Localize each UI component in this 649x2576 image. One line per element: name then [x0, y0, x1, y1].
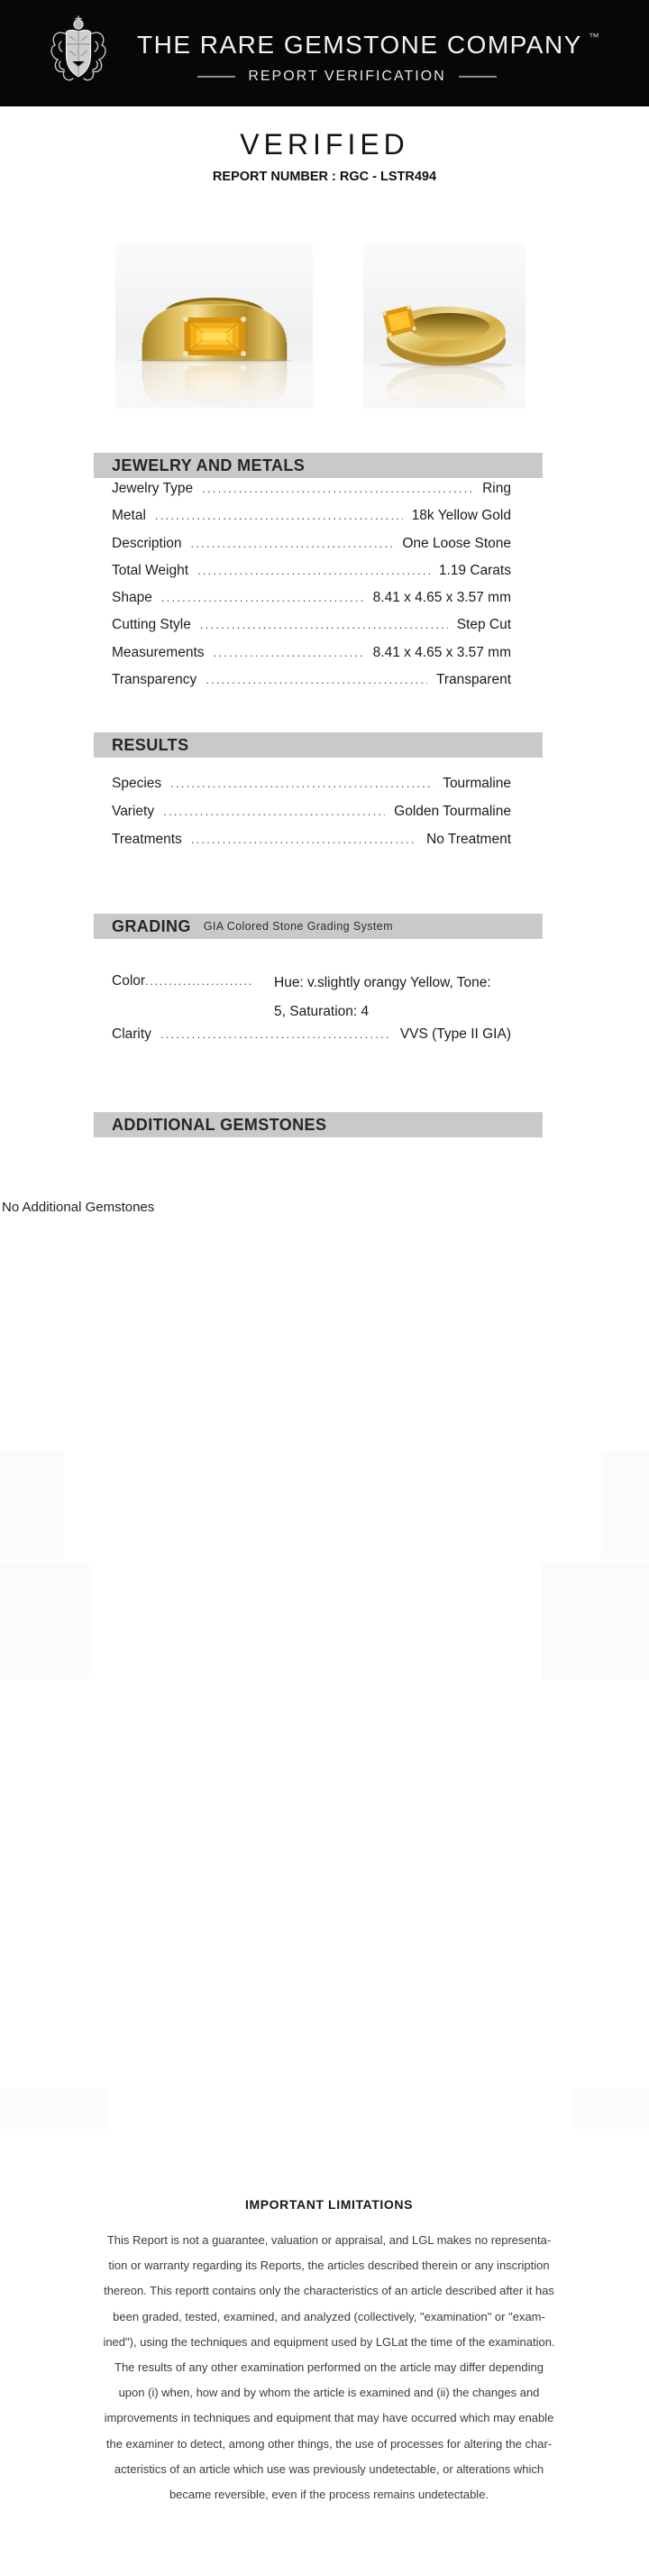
color-grade-value — [274, 969, 559, 1026]
spec-value: 1.19 Carats — [438, 562, 511, 578]
section-header-additional-gemstones — [94, 1112, 543, 1137]
trademark-symbol: ™ — [588, 31, 599, 43]
color-value-line2: 5, Saturation: 4 — [274, 1004, 370, 1019]
spec-label: Measurements — [112, 644, 205, 660]
jewelry-spec-list — [94, 481, 511, 699]
section-title: RESULTS — [112, 735, 189, 754]
clarity-grade-row — [94, 1026, 511, 1053]
limitations-line: This Report is not a guarantee, valuation or appraisal, and LGL makes no representa- — [106, 2233, 552, 2247]
spec-label: Metal — [112, 508, 146, 524]
section-header-jewelry-and-metals — [94, 453, 543, 478]
spec-row — [94, 832, 511, 860]
spec-value: 18k Yellow Gold — [411, 508, 511, 524]
spec-label: Variety — [112, 804, 155, 819]
color-grade-row — [94, 969, 559, 1026]
section-header-grading — [94, 914, 543, 939]
limitations-text — [99, 2228, 559, 2507]
spec-value: Golden Tourmaline — [394, 804, 511, 819]
spec-value: 8.41 x 4.65 x 3.57 mm — [372, 590, 511, 606]
spec-row — [94, 508, 511, 535]
section-title: GRADING — [112, 916, 191, 935]
limitations-line: thereon. This reportt contains only the characteristics of an article described after it has — [104, 2284, 554, 2298]
faded-artifact — [601, 1450, 649, 1559]
dotted-leader — [197, 563, 430, 579]
limitations-line: improvements in techniques and equipment that may have occurred which may enable — [104, 2411, 554, 2425]
spec-row — [94, 590, 511, 617]
dotted-leader — [170, 776, 434, 792]
dotted-leader — [200, 617, 448, 633]
header-subtitle: REPORT VERIFICATION — [248, 69, 446, 84]
spec-value: 8.41 x 4.65 x 3.57 mm — [372, 644, 511, 660]
faded-artifact — [0, 1562, 89, 1679]
spec-value: Ring — [482, 481, 511, 496]
color-value-line1: Hue: v.slightly orangy Yellow, Tone: — [274, 975, 491, 990]
spec-label: Treatments — [112, 832, 182, 847]
report-number: REPORT NUMBER : RGC - LSTR494 — [212, 170, 437, 184]
grading-system-note: GIA Colored Stone Grading System — [203, 920, 393, 933]
header-bar — [0, 0, 649, 106]
spec-value: One Loose Stone — [402, 535, 511, 551]
company-crest-logo-icon — [45, 14, 112, 90]
limitations-line: ined"), using the techniques and equipment used by LGLat the time of the examination. — [103, 2334, 555, 2349]
spec-row — [94, 804, 511, 832]
dotted-leader — [163, 804, 385, 820]
dotted-leader — [155, 508, 403, 524]
dotted-leader — [160, 1026, 391, 1043]
spec-value: Transparent — [436, 672, 511, 688]
limitations-line: the examiner to detect, among other things, the use of processes for altering the char- — [105, 2436, 553, 2451]
section-header-results — [94, 732, 543, 758]
spec-label: Species — [112, 776, 162, 791]
results-spec-list — [94, 776, 511, 860]
ring-front-photo — [115, 242, 313, 409]
spec-label: Color — [112, 973, 146, 989]
spec-value: Tourmaline — [443, 776, 511, 791]
dotted-leader — [161, 590, 364, 606]
faded-artifact — [542, 1562, 649, 1679]
spec-label: Transparency — [112, 672, 197, 688]
section-title: ADDITIONAL GEMSTONES — [112, 1115, 327, 1134]
right-dash-rule — [459, 76, 497, 78]
spec-row — [94, 481, 511, 508]
dotted-leader — [206, 672, 427, 688]
spec-label: Description — [112, 535, 182, 551]
dotted-leader — [191, 832, 417, 848]
limitations-title: IMPORTANT LIMITATIONS — [244, 2197, 414, 2212]
spec-row — [94, 672, 511, 699]
limitations-line: upon (i) when, how and by whom the article is examined and (ii) the changes and — [118, 2386, 540, 2400]
faded-artifact — [0, 2088, 108, 2129]
dotted-leader — [214, 645, 364, 661]
dotted-leader — [145, 973, 251, 989]
spec-row — [94, 563, 511, 590]
verified-status: VERIFIED — [240, 128, 409, 161]
spec-label: Shape — [112, 590, 152, 606]
spec-value: Step Cut — [456, 617, 511, 633]
ring-side-photo — [363, 242, 526, 409]
header-subtitle-row — [135, 69, 559, 85]
spec-row — [94, 645, 511, 672]
faded-artifact — [0, 1450, 64, 1559]
spec-row — [94, 536, 511, 563]
dotted-leader — [202, 481, 473, 497]
limitations-line: tion or warranty regarding its Reports, the articles described therein or any inscription — [108, 2259, 550, 2273]
spec-label: Jewelry Type — [112, 481, 194, 496]
spec-row — [94, 776, 511, 804]
limitations-line: acteristics of an article which use was previously undetectable, or alterations which — [114, 2461, 544, 2476]
spec-row — [94, 617, 511, 644]
no-additional-gemstones-note: No Additional Gemstones — [2, 1200, 155, 1215]
limitations-line: became reversible, even if the process remains undetectable. — [169, 2488, 489, 2502]
dotted-leader — [191, 536, 394, 552]
left-dash-rule — [197, 76, 235, 78]
spec-label: Total Weight — [112, 562, 189, 578]
spec-label: Clarity — [112, 1026, 151, 1042]
limitations-line: The results of any other examination performed on the article may differ depending — [114, 2360, 544, 2375]
spec-label: Cutting Style — [112, 617, 191, 633]
spec-value: No Treatment — [426, 832, 511, 847]
faded-artifact — [572, 2088, 649, 2129]
spec-value: VVS (Type II GIA) — [399, 1026, 511, 1042]
section-title: JEWELRY AND METALS — [112, 455, 306, 474]
limitations-line: been graded, tested, examined, and analyzed (collectively, "examination" or "exam- — [113, 2309, 545, 2323]
brand-title: THE RARE GEMSTONE COMPANY ™ — [137, 31, 599, 59]
